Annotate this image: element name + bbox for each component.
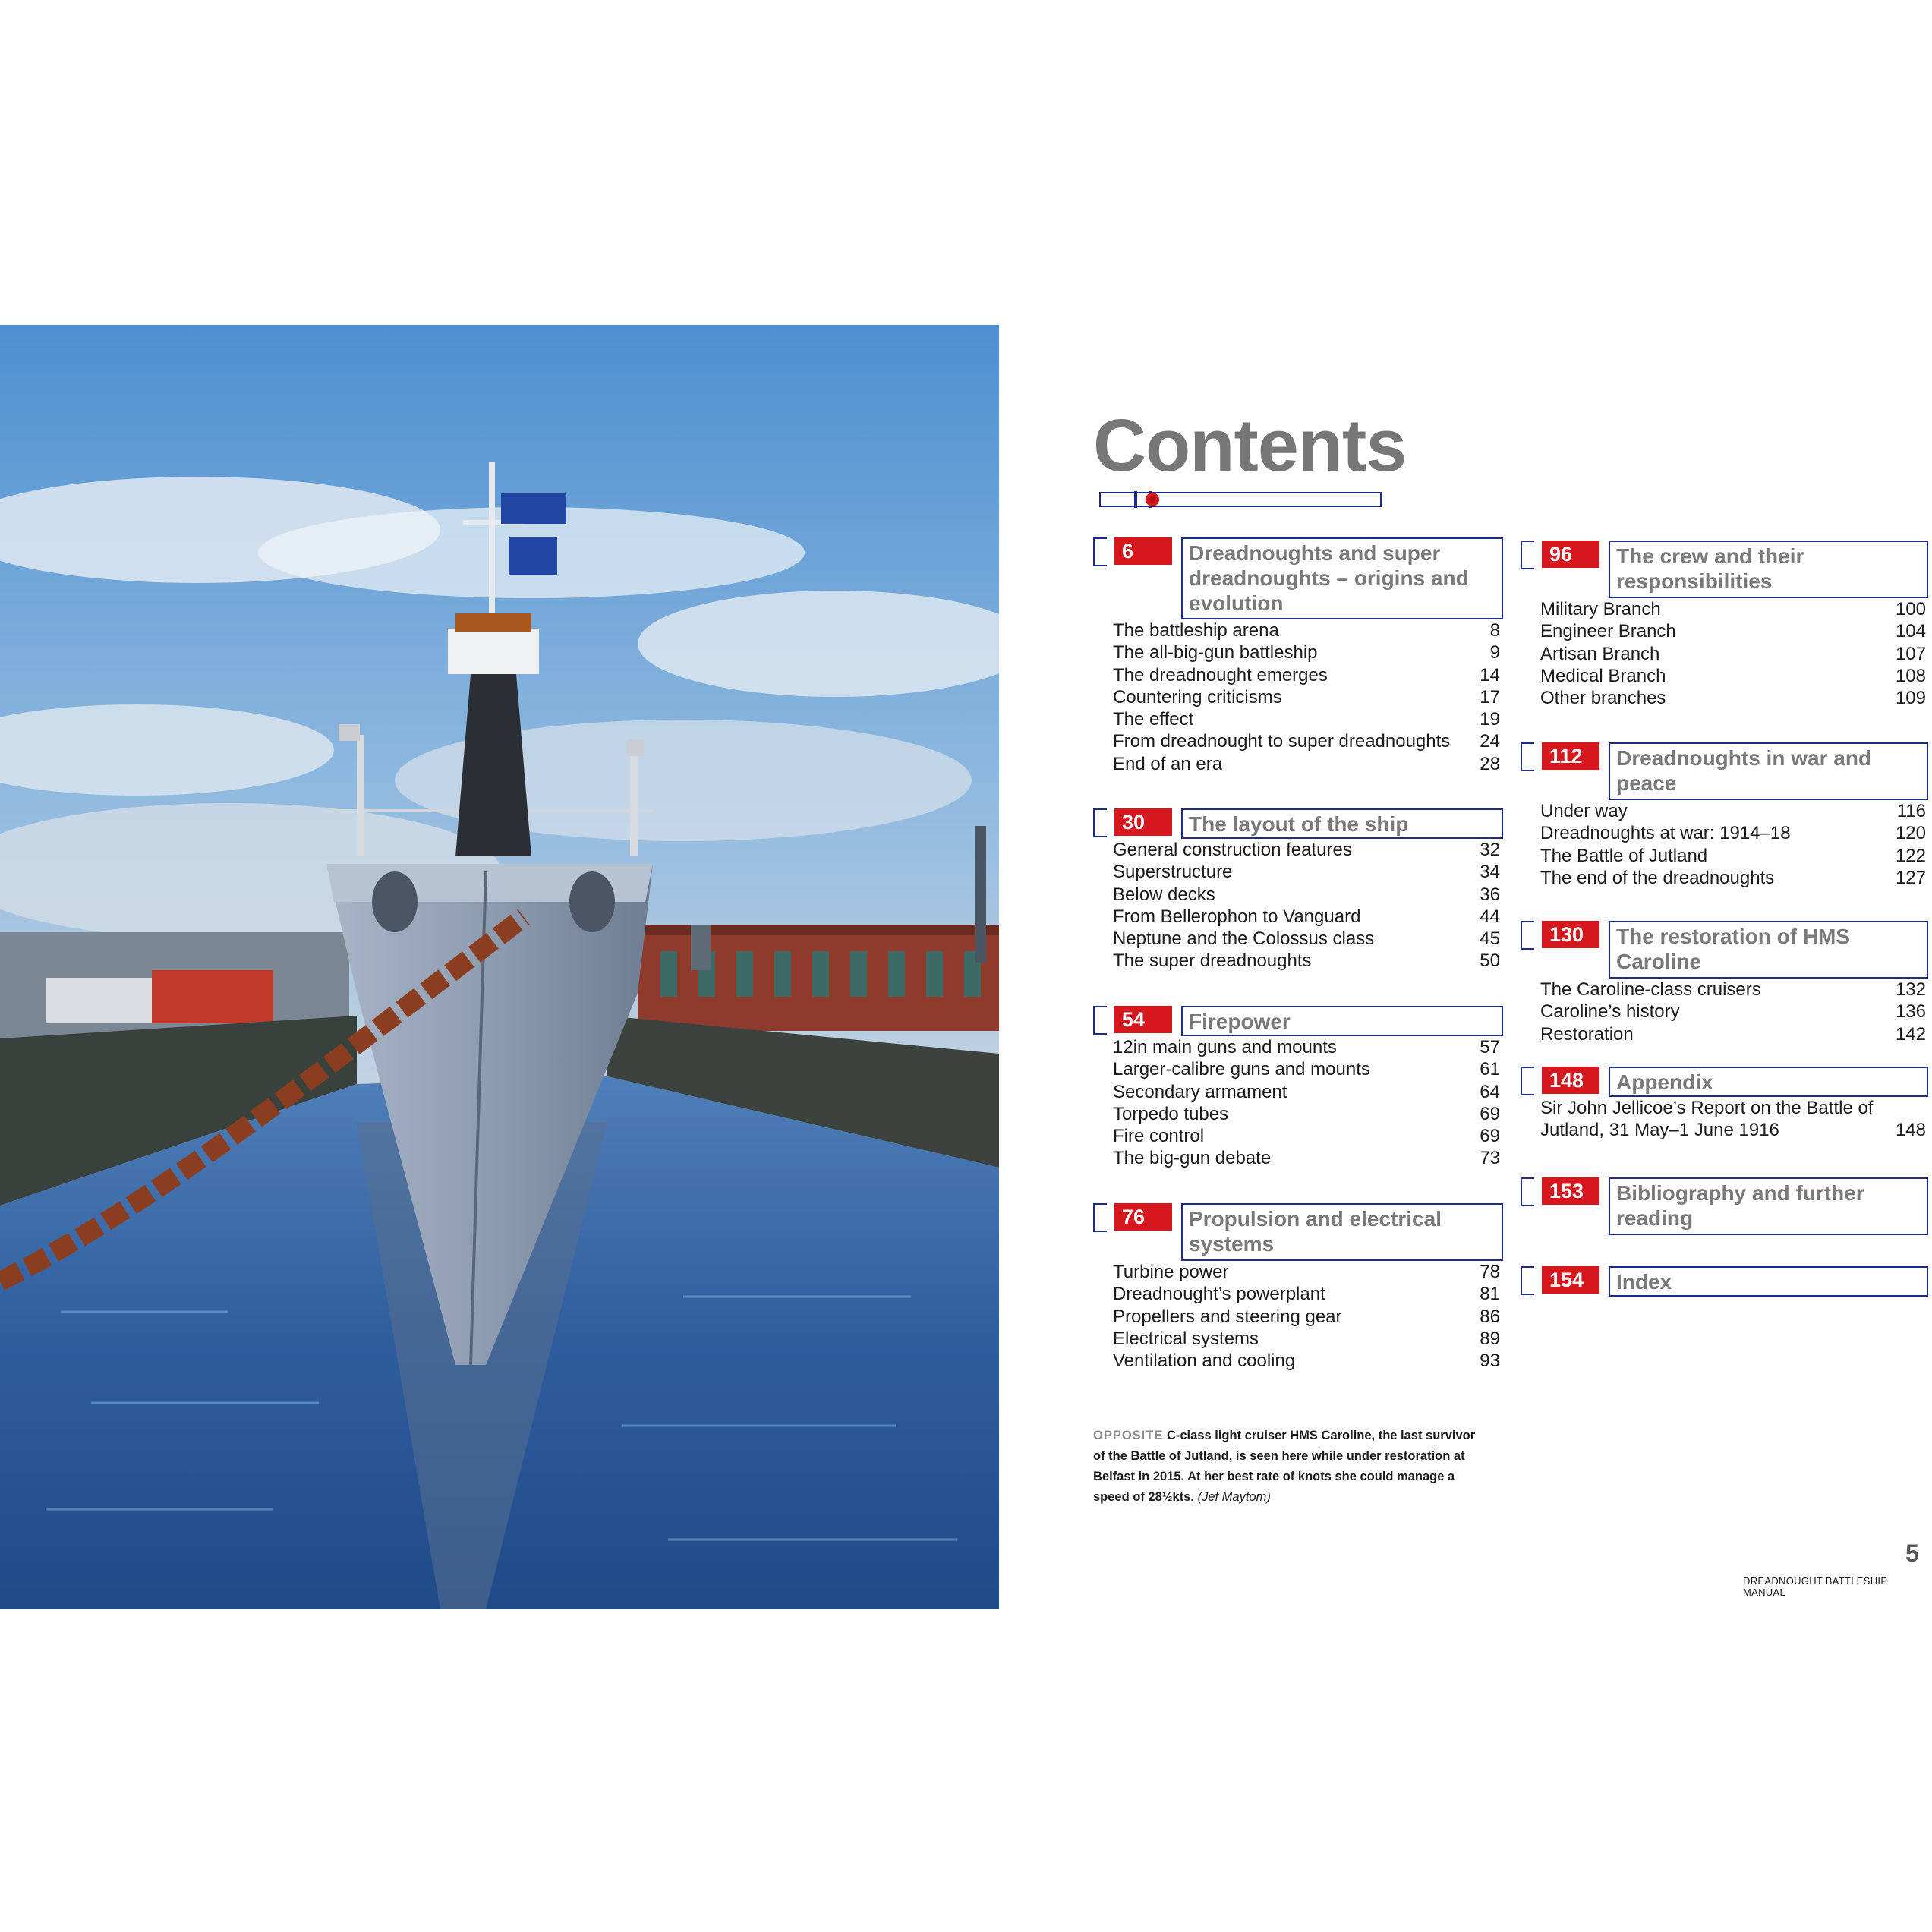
entry-item[interactable]: The big-gun debate 73 <box>1113 1148 1500 1169</box>
entry-list <box>1540 979 1926 1045</box>
entry-item[interactable]: Turbine power 78 <box>1113 1262 1500 1282</box>
section-title[interactable]: Firepower <box>1181 1006 1503 1036</box>
entry-item[interactable]: The all-big-gun battleship 9 <box>1113 642 1500 663</box>
photo-caption <box>1093 1426 1480 1508</box>
entry-list <box>1113 839 1500 972</box>
section-title[interactable]: The crew and their responsibilities <box>1609 541 1928 598</box>
entry-item[interactable]: Engineer Branch 104 <box>1540 621 1926 642</box>
entry-item[interactable]: Secondary armament 64 <box>1113 1081 1500 1102</box>
ship-photo-image <box>0 325 999 1609</box>
entry-item[interactable]: The end of the dreadnoughts 127 <box>1540 867 1926 888</box>
entry-item[interactable]: Under way 116 <box>1540 801 1926 821</box>
section-number: 30 <box>1114 808 1172 836</box>
book-spread <box>0 325 1932 1609</box>
section-title[interactable]: Index <box>1609 1266 1928 1297</box>
entry-item[interactable]: The Caroline-class cruisers 132 <box>1540 979 1926 1000</box>
section-bracket <box>1521 541 1534 569</box>
section-number: 154 <box>1542 1266 1599 1294</box>
entry-item[interactable]: Caroline’s history 136 <box>1540 1001 1926 1023</box>
title-rule-icon <box>1099 490 1382 509</box>
entry-item[interactable]: From Bellerophon to Vanguard 44 <box>1113 906 1500 927</box>
section-title[interactable]: The layout of the ship <box>1181 808 1503 839</box>
entry-item[interactable]: Torpedo tubes 69 <box>1113 1103 1500 1124</box>
entry-list <box>1113 1036 1500 1170</box>
caption-text: C-class light cruiser HMS Caroline, the last survivor of the Battle of Jutland, is seen here while under restoration at Belfast in 2015. At her best rate of knots she could manage a speed of 28½kts. <box>1093 1429 1476 1504</box>
running-footer: DREADNOUGHT BATTLESHIP MANUAL <box>1743 1575 1888 1598</box>
section-layout <box>1093 808 1503 972</box>
entry-list <box>1113 619 1500 775</box>
entry-item[interactable]: Countering criticisms 17 <box>1113 686 1500 708</box>
entry-item[interactable]: The super dreadnoughts 50 <box>1113 950 1500 972</box>
entry-item[interactable]: Superstructure 34 <box>1113 862 1500 883</box>
section-bracket <box>1521 1266 1534 1295</box>
entry-item[interactable]: Dreadnoughts at war: 1914–18 120 <box>1540 823 1926 844</box>
entry-item[interactable]: Fire control 69 <box>1113 1126 1500 1147</box>
section-title[interactable]: Appendix <box>1609 1067 1928 1097</box>
section-bracket <box>1521 1177 1534 1206</box>
entry-item[interactable]: Propellers and steering gear 86 <box>1113 1306 1500 1327</box>
section-origins <box>1093 537 1503 775</box>
section-number: 54 <box>1114 1006 1172 1033</box>
entry-item[interactable]: Other branches 109 <box>1540 688 1926 709</box>
section-restoration <box>1521 921 1928 1045</box>
entry-item[interactable]: Below decks 36 <box>1113 884 1500 905</box>
section-bracket <box>1093 1006 1107 1035</box>
entry-item[interactable]: Military Branch 100 <box>1540 599 1926 619</box>
section-bracket <box>1521 921 1534 950</box>
section-title[interactable]: Dreadnoughts and super dreadnoughts – origins and evolution <box>1181 537 1503 619</box>
entry-item[interactable]: Neptune and the Colossus class 45 <box>1113 928 1500 950</box>
section-number: 76 <box>1114 1203 1172 1231</box>
section-appendix <box>1521 1067 1928 1141</box>
caption-credit: (Jef Maytom) <box>1197 1490 1271 1504</box>
section-number: 130 <box>1542 921 1599 948</box>
section-firepower <box>1093 1006 1503 1170</box>
section-bracket <box>1521 1067 1534 1095</box>
section-title[interactable]: Dreadnoughts in war and peace <box>1609 742 1928 800</box>
entry-item[interactable]: Restoration 142 <box>1540 1023 1926 1045</box>
section-title[interactable]: The restoration of HMS Caroline <box>1609 921 1928 979</box>
section-bibliography <box>1521 1177 1928 1235</box>
section-propulsion <box>1093 1203 1503 1372</box>
section-number: 112 <box>1542 742 1599 770</box>
entry-list <box>1540 800 1926 889</box>
entry-item[interactable]: The effect 19 <box>1113 709 1500 730</box>
section-number: 148 <box>1542 1067 1599 1094</box>
entry-item[interactable]: From dreadnought to super dreadnoughts 24 <box>1113 731 1500 752</box>
entry-item[interactable]: General construction features 32 <box>1113 840 1500 860</box>
section-number: 153 <box>1542 1177 1599 1205</box>
page-number: 5 <box>1905 1540 1919 1567</box>
entry-list <box>1540 1097 1926 1141</box>
section-title[interactable]: Propulsion and electrical systems <box>1181 1203 1503 1261</box>
section-bracket <box>1521 742 1534 771</box>
section-bracket <box>1093 537 1107 566</box>
entry-list <box>1113 1261 1500 1372</box>
section-number: 6 <box>1114 537 1172 565</box>
section-bracket <box>1093 1203 1107 1232</box>
entry-item[interactable]: 12in main guns and mounts 57 <box>1113 1037 1500 1057</box>
section-index <box>1521 1266 1928 1297</box>
section-number: 96 <box>1542 541 1599 568</box>
entry-item[interactable]: Dreadnought’s powerplant 81 <box>1113 1284 1500 1305</box>
entry-item[interactable]: End of an era 28 <box>1113 753 1500 774</box>
entry-item[interactable]: Artisan Branch 107 <box>1540 643 1926 664</box>
entry-list <box>1540 598 1926 709</box>
ship-photo <box>0 325 999 1609</box>
entry-item[interactable]: Electrical systems 89 <box>1113 1328 1500 1349</box>
entry-item[interactable]: Larger-calibre guns and mounts 61 <box>1113 1059 1500 1080</box>
section-war-peace <box>1521 742 1928 889</box>
section-title[interactable]: Bibliography and further reading <box>1609 1177 1928 1235</box>
section-crew <box>1521 541 1928 709</box>
entry-item[interactable]: The Battle of Jutland 122 <box>1540 845 1926 866</box>
entry-item[interactable]: The battleship arena 8 <box>1113 620 1500 641</box>
entry-item[interactable]: Medical Branch 108 <box>1540 665 1926 686</box>
caption-lead: OPPOSITE <box>1093 1429 1164 1442</box>
entry-item[interactable]: Sir John Jellicoe’s Report on the Battle of Jutland, 31 May–1 June 1916 148 <box>1540 1098 1926 1140</box>
section-bracket <box>1093 808 1107 837</box>
entry-item[interactable]: The dreadnought emerges 14 <box>1113 664 1500 685</box>
page-title: Contents <box>1093 404 1407 487</box>
entry-item[interactable]: Ventilation and cooling 93 <box>1113 1351 1500 1372</box>
